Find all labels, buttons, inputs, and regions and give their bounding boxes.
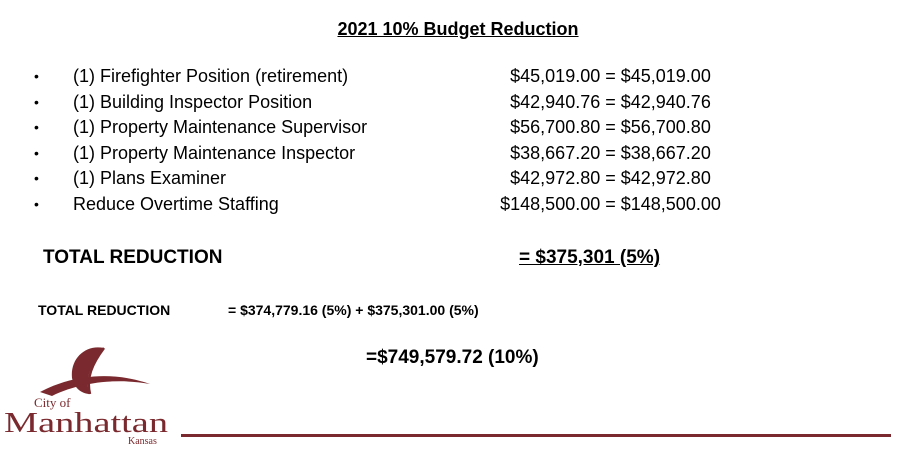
reduction-list [30, 66, 750, 220]
grand-total: =$749,579.72 (10%) [366, 347, 539, 368]
logo-kansas: Kansas [128, 436, 157, 447]
total-reduction-value: = $375,301 (5%) [519, 247, 661, 268]
bullet: • [34, 93, 39, 110]
total-reduction-label: TOTAL REDUCTION [43, 247, 223, 268]
city-logo [0, 336, 200, 452]
list-item [30, 92, 750, 118]
footer-divider [181, 434, 891, 437]
item-label: (1) Property Maintenance Inspector [73, 142, 356, 163]
list-item [30, 117, 750, 143]
page-title: 2021 10% Budget Reduction [337, 19, 579, 39]
list-item [30, 66, 750, 92]
item-label: Reduce Overtime Staffing [73, 193, 279, 214]
item-label: (1) Building Inspector Position [73, 91, 313, 112]
total-reduction-combined-label: TOTAL REDUCTION [38, 302, 171, 318]
item-amount: $42,972.80 = $42,972.80 [510, 168, 711, 189]
bullet: • [34, 144, 39, 161]
item-label: (1) Firefighter Position (retirement) [73, 66, 349, 86]
item-amount: $45,019.00 = $45,019.00 [510, 66, 711, 86]
swoosh-icon [40, 376, 150, 396]
logo-city-of: City of [34, 395, 71, 410]
total-reduction-combined-value: = $374,779.16 (5%) + $375,301.00 (5%) [228, 302, 479, 318]
list-item [30, 143, 750, 169]
bullet: • [34, 68, 39, 84]
item-amount: $56,700.80 = $56,700.80 [510, 117, 711, 138]
bullet: • [34, 119, 39, 136]
item-amount: $42,940.76 = $42,940.76 [510, 91, 711, 112]
list-item [30, 168, 750, 194]
item-amount: $38,667.20 = $38,667.20 [510, 142, 711, 163]
item-label: (1) Property Maintenance Supervisor [73, 117, 368, 138]
item-amount: $148,500.00 = $148,500.00 [500, 193, 721, 214]
bullet: • [34, 170, 39, 187]
bullet: • [34, 195, 39, 212]
list-item [30, 194, 750, 220]
item-label: (1) Plans Examiner [73, 168, 227, 189]
logo-manhattan: Manhattan [4, 407, 169, 439]
